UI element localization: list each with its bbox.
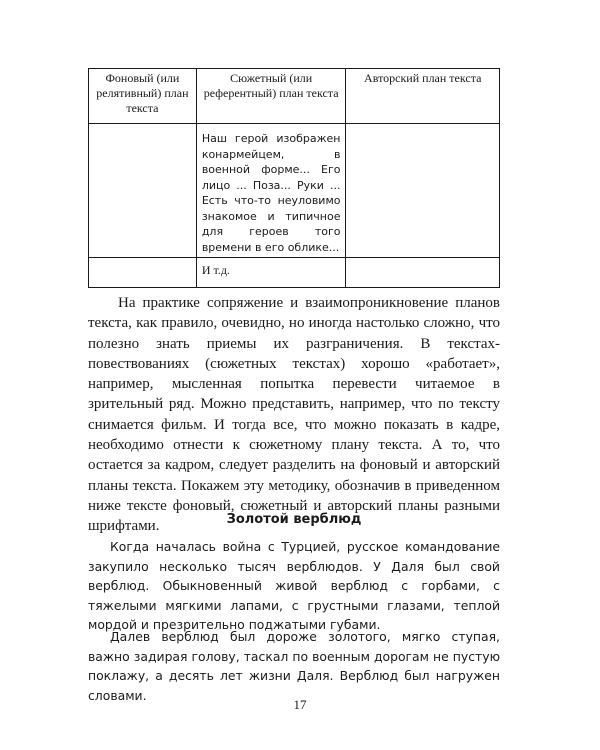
table-cell-author bbox=[346, 258, 500, 288]
table-row bbox=[89, 258, 500, 288]
table-cell-author bbox=[346, 124, 500, 258]
table-header-row bbox=[89, 69, 500, 124]
page-number: 17 bbox=[293, 697, 307, 712]
body-paragraph: На практике сопряжение и взаимопроникновение планов текста, как правило, очевидно, но иногда настолько сложно, что полезно знать приемы их разграничения. В текстах-повествованиях (сюжетных текстах) хорошо «работает», например, мысленная попытка перевести читаемое в зрительный ряд. Можно представить, например, что по тексту снимается фильм. И тогда все, что можно показать в кадре, необходимо отнести к сюжетному плану текста. А то, что остается за кадром, следует разделить на фоновый и авторский планы текста. Покажем эту методику, обозначив в приведенном ниже тексте фоновый, сюжетный и авторский планы разными шрифтами. bbox=[88, 295, 500, 535]
table-cell-background bbox=[89, 124, 197, 258]
table-row bbox=[89, 124, 500, 258]
table-cell-background bbox=[89, 258, 197, 288]
story-paragraph: Далев верблюд был дороже золотого, мягко ступая, важно задирая голову, таскал по военным дорогам не пустую поклажу, а десять лет жизни Даля. Верблюд был нагружен словами. bbox=[88, 629, 500, 703]
story-title: Золотой верблюд bbox=[226, 512, 362, 527]
header-author-plan: Авторский план текста bbox=[346, 69, 500, 124]
story-paragraph: Когда началась война с Турцией, русское командование закупило несколько тысяч верблюдов. У Даля был свой верблюд. Обыкновенный живой верблюд с горбами, с тяжелыми мягкими лапами, с грустными глазами, теплой мордой и презрительно поджатыми губами. bbox=[88, 539, 500, 632]
header-plot-plan: Сюжетный (или референтный) план текста bbox=[196, 69, 346, 124]
text-plans-table bbox=[88, 68, 500, 288]
header-background-plan: Фоновый (или релятивный) план текста bbox=[89, 69, 197, 124]
table-cell-plot: Наш герой изображен конармейцем, в военной форме... Его лицо ... Поза... Руки ... Есть что-то неуловимо знакомое и типичное для героев того времени в его облике... bbox=[196, 124, 346, 258]
table-cell-plot: И т.д. bbox=[196, 258, 346, 288]
